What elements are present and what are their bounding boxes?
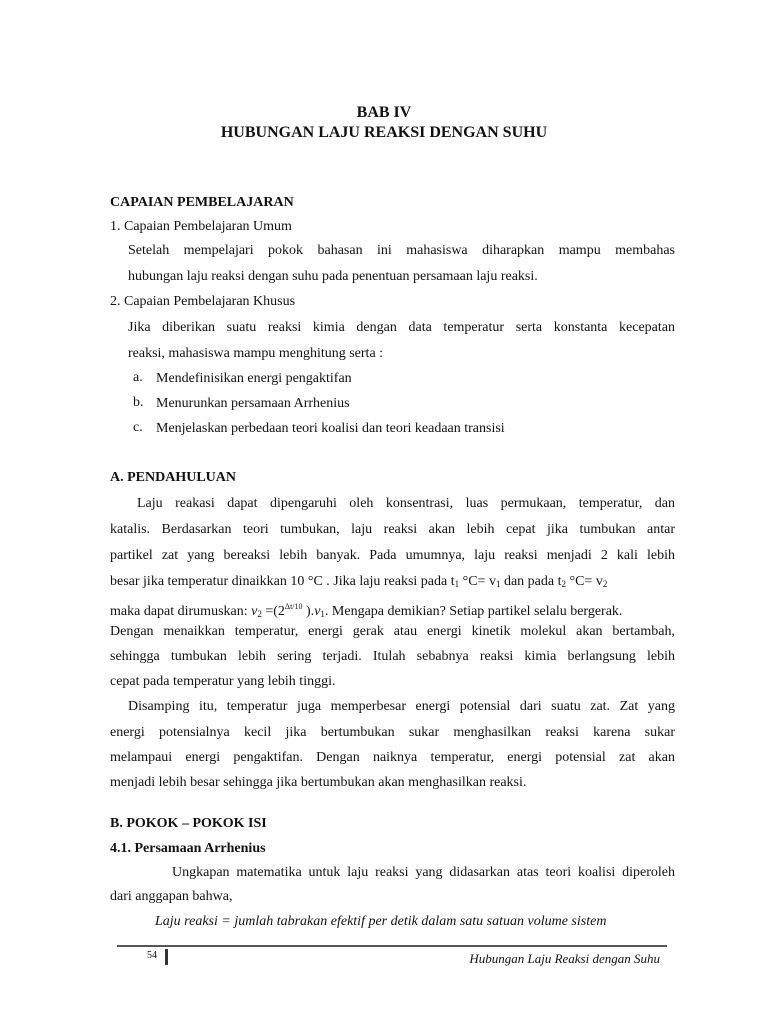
pendahuluan-p1-line: Dengan menaikkan temperatur, energi gerak atau energi kinetik molekul akan bertambah,	[110, 624, 675, 639]
pendahuluan-p2-line: Disamping itu, temperatur juga memperbesar energi potensial dari suatu zat. Zat yang	[128, 699, 675, 714]
pendahuluan-p1-line: besar jika temperatur dinaikkan 10 °C . Jika laju reaksi pada $t_1$ $^\circ C= v_1$ dan pada $t_2$ $^\circ C= v_2$	[110, 574, 608, 589]
pendahuluan-p1-line: sehingga tumbukan lebih sering terjadi. Itulah sebabnya reaksi kimia berlangsung lebih	[110, 649, 675, 664]
pendahuluan-p1-line: partikel zat yang bereaksi lebih banyak. Pada umumnya, laju reaksi menjadi 2 kali lebih	[110, 548, 675, 563]
pendahuluan-formula-line: maka dapat dirumuskan: $v_2 =(2^{\Delta t/10}$ )$.v_1$. Mengapa demikian? Setiap partikel selalu bergerak.	[110, 602, 623, 619]
pendahuluan-p2-line: melampaui energi pengaktifan. Dengan naiknya temperatur, energi potensial zat akan	[110, 750, 675, 765]
section-heading-pokok: B. POKOK – POKOK ISI	[110, 816, 267, 831]
footer-rule	[117, 945, 667, 947]
pendahuluan-p1-line: katalis. Berdasarkan teori tumbukan, laju reaksi akan lebih cepat jika tumbukan antar	[110, 522, 675, 537]
pokok-p1-line: dari anggapan bahwa,	[110, 889, 233, 904]
running-title: Hubungan Laju Reaksi dengan Suhu	[469, 951, 660, 966]
page-number: 54	[147, 950, 157, 961]
pendahuluan-p2-line: energi potensialnya kecil jika bertumbukan sukar menghasilkan reaksi karena sukar	[110, 725, 675, 740]
list-item-text: Menurunkan persamaan Arrhenius	[156, 396, 350, 411]
pendahuluan-p1-line: cepat pada temperatur yang lebih tinggi.	[110, 674, 336, 689]
capaian-umum-text-2: hubungan laju reaksi dengan suhu pada penentuan persamaan laju reaksi.	[128, 269, 538, 284]
chapter-title: HUBUNGAN LAJU REAKSI DENGAN SUHU	[220, 124, 548, 141]
pokok-p1-line: Ungkapan matematika untuk laju reaksi yang didasarkan atas teori koalisi diperoleh	[172, 865, 675, 880]
arrhenius-definition-formula: Laju reaksi = jumlah tabrakan efektif per detik dalam satu satuan volume sistem	[155, 914, 607, 929]
capaian-khusus-text-1: Jika diberikan suatu reaksi kimia dengan data temperatur serta konstanta kecepatan	[128, 320, 675, 335]
list-marker: c.	[133, 420, 143, 435]
subsection-heading-arrhenius: 4.1. Persamaan Arrhenius	[110, 841, 266, 856]
pendahuluan-p1-line: Laju reakasi dapat dipengaruhi oleh konsentrasi, luas permukaan, temperatur, dan	[137, 496, 675, 511]
list-item-text: Menjelaskan perbedaan teori koalisi dan teori keadaan transisi	[156, 421, 505, 436]
chapter-number: BAB IV	[356, 104, 412, 121]
section-heading-pendahuluan: A. PENDAHULUAN	[110, 470, 236, 485]
list-item-text: Mendefinisikan energi pengaktifan	[156, 371, 352, 386]
capaian-khusus-label: 2. Capaian Pembelajaran Khusus	[110, 294, 296, 309]
capaian-umum-label: 1. Capaian Pembelajaran Umum	[110, 219, 292, 234]
section-heading-capaian: CAPAIAN PEMBELAJARAN	[110, 195, 294, 210]
list-marker: a.	[133, 370, 143, 385]
capaian-khusus-text-2: reaksi, mahasiswa mampu menghitung serta :	[128, 346, 384, 361]
list-marker: b.	[133, 395, 144, 410]
pendahuluan-p2-line: menjadi lebih besar sehingga jika bertumbukan akan menghasilkan reaksi.	[110, 775, 527, 790]
footer-separator	[165, 949, 168, 965]
capaian-umum-text-1: Setelah mempelajari pokok bahasan ini mahasiswa diharapkan mampu membahas	[128, 243, 675, 258]
